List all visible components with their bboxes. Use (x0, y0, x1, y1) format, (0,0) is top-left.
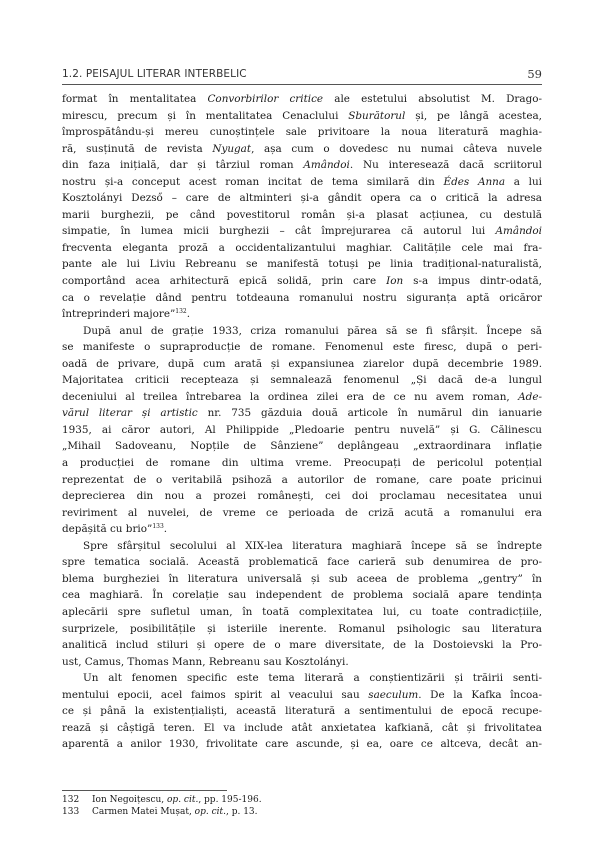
text-line: blema burgheziei în literatura universală și sub aceea de problema „gentry” în (62, 572, 542, 585)
text-line: După anul de grație 1933, criza romanului părea să se fi sfârșit. Începe să (83, 324, 542, 337)
text-line: mentului epocii, acel faimos spirit al veacului sau saeculum. De la Kafka încoa- (62, 688, 542, 701)
text-line: format în mentalitatea Convorbirilor critice ale estetului absolutist M. Drago- (62, 93, 542, 105)
text-line: pante ale lui Liviu Rebreanu se manifestă totuși pe linia tradițional-naturalistă, (62, 258, 542, 271)
text-line: Kosztolányi Dezső – care de altminteri și-a gândit opera ca o critică la adresa (62, 192, 542, 205)
footnote-rule (62, 790, 227, 791)
text-line: ră, susținută de revista Nyugat, așa cum o dovedesc nu numai câteva nuvele (62, 142, 542, 155)
text-line: Spre sfârșitul secolului al XIX-lea literatura maghiară începe să se îndrepte (83, 539, 542, 552)
body-text (62, 91, 542, 753)
footnote-133: 133 Carmen Matei Mușat, op. cit., p. 13. (62, 807, 258, 817)
text-line: ca o revelație dând pentru totdeauna romanului nostru siguranța aptă oricăror (62, 291, 542, 304)
text-line: rează și câștigă teren. El va include atât anxietatea kafkiană, cât și frivolitatea (62, 721, 542, 734)
text-line: surprizele, posibilitățile și isteriile inerente. Romanul psihologic sau literatura (62, 622, 542, 635)
text-line: 1935, ai căror autori, Al Philippide „Pledoarie pentru nuvelă” și G. Călinescu (62, 423, 542, 436)
text-line: reprezentat de o veritabilă psihoză a autorilor de romane, care poate pricinui (62, 473, 542, 486)
text-line: „Mihail Sadoveanu, Nopțile de Sânziene” deplângeau „extraordinara inflație (62, 440, 542, 453)
text-line: Majoritatea criticii recepteaza și semnalează fenomenul „Și dacă de-a lungul (62, 374, 542, 387)
text-line: reviriment al nuvelei, de vreme ce perioada de criză acută a romanului era (62, 506, 542, 519)
text-line: mirescu, precum și în mentalitatea Cenaclului Sburătorul și, pe lângă acestea, (62, 109, 542, 122)
footnote-132: 132 Ion Negoițescu, op. cit., pp. 195-196. (62, 795, 262, 805)
footnote-ref: 132 (175, 308, 187, 316)
text-line: depășită cu brio”$^{133}$. (62, 523, 168, 536)
text-line: ust, Camus, Thomas Mann, Rebreanu sau Kosztolányi. (62, 655, 349, 668)
text-line: marii burghezii, pe când povestitorul român și-a plasat acțiunea, cu destulă (62, 208, 542, 221)
text-line: aparentă a anilor 1930, frivolitate care ascunde, și ea, oare ce altceva, decât an- (62, 738, 542, 751)
text-line: cea maghiară. În corelație sau independent de problema socială apare tendința (62, 589, 542, 602)
paragraph-3 (62, 538, 542, 670)
text-line: analitică includ stiluri și opere de o mare diversitate, de la Dostoievski la Pro- (62, 639, 542, 652)
text-line: simpatie, în lumea micii burghezii – cât împrejurarea că autorul lui Amândoi (62, 225, 542, 238)
paragraph-2 (62, 323, 542, 538)
header-rule (62, 84, 542, 85)
text-line: frecventa eleganta proză a occidentalizantului maghiar. Calitățile cele mai fra- (62, 241, 542, 254)
text-line: vărul literar și artistic nr. 735 găzduia două articole în numărul din ianuarie (62, 407, 542, 420)
text-line: din faza inițială, dar și târziul roman Amândoi. Nu interesează dacă scriitorul (62, 159, 542, 172)
text-line: oadă de privare, după cum arată și expansiunea ziarelor după decembrie 1989. (62, 357, 542, 370)
page-number: 59 (527, 67, 542, 81)
text-line: împrospătându-și mereu cunoștințele sale privitoare la noua literatură maghia- (62, 126, 542, 139)
text-line: spre tematica socială. Această problematică face carieră sub denumirea de pro- (62, 556, 542, 569)
text-line: comportând acea arhitectură epică solidă, prin care Ion s-a impus dintr-odată, (62, 275, 542, 288)
text-line: se manifeste o supraproducție de romane. Fenomenul este firesc, după o peri- (62, 341, 542, 354)
chapter-title: 1.2. PEISAJUL LITERAR INTERBELIC (62, 68, 247, 80)
text-line: nostru și-a conceput acest roman incitat de tema similară din Édes Anna a lui (62, 175, 542, 188)
text-line: ce și până la existențialiști, această literatură a sentimentului de epocă recupe- (62, 705, 542, 718)
text-line: întreprinderi majore”$^{132}$. (62, 308, 191, 321)
text-line: deceniului al treilea întrebarea la ordinea zilei era de ce nu avem roman, Ade- (62, 390, 542, 403)
text-line: deprecierea din nou a prozei românești, cei doi proclamau necesitatea unui (62, 490, 542, 503)
running-header (62, 64, 542, 82)
text-line: a producției de romane din ultima vreme. Preocupați de pericolul potențial (62, 457, 542, 470)
paragraph-4 (62, 670, 542, 753)
text-line: aplecării spre sufletul uman, în toată complexitatea lui, cu toate contradicțiile, (62, 605, 542, 618)
footnote-ref: 133 (152, 523, 164, 531)
text-line: Un alt fenomen specific este tema literară a conștientizării și trăirii senti- (83, 672, 542, 685)
paragraph-1 (62, 91, 542, 323)
